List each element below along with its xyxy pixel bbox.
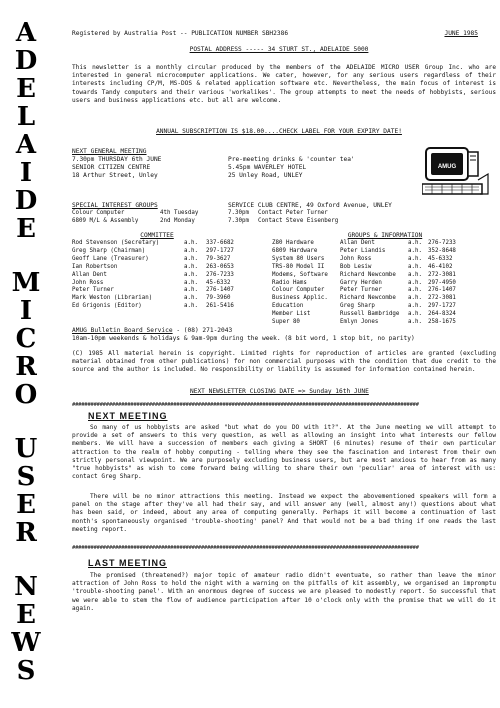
committee-phone: 45-6332 — [206, 279, 231, 286]
group-topic: Modems, Software — [272, 271, 328, 278]
masthead-letter: A — [15, 130, 37, 160]
after-hours-label: a.h. — [184, 240, 198, 246]
bbs-phone: - (08) 271-2043 — [172, 327, 233, 334]
pre-meeting-address: 25 Unley Road, UNLEY — [228, 172, 303, 179]
masthead-letter: I — [19, 158, 33, 188]
sig-time: 7.30pm — [228, 217, 249, 224]
after-hours-label: a.h. — [184, 247, 198, 254]
committee-name: Greg Sharp (Chairman) — [72, 247, 146, 254]
committee-name: Rod Stevenson (Secretary) — [72, 240, 160, 246]
table-row — [272, 295, 458, 303]
masthead-letter: E — [16, 74, 36, 104]
table-row — [272, 264, 458, 272]
group-topic: Z80 Hardware — [272, 240, 314, 246]
committee-phone: 276-7233 — [206, 271, 234, 278]
groups-table — [272, 240, 458, 327]
header-line — [72, 30, 496, 38]
bbs-line — [72, 327, 498, 335]
table-row — [72, 218, 340, 226]
after-hours-label: a.h. — [408, 287, 422, 294]
sig-when: 2nd Monday — [160, 217, 195, 224]
masthead-letter: W — [11, 628, 41, 658]
closing-date: NEXT NEWSLETTER CLOSING DATE => Sunday 16th JUNE — [190, 388, 369, 395]
group-phone: 46-4102 — [428, 263, 453, 270]
table-row — [272, 287, 458, 295]
table-row — [272, 248, 458, 256]
issue-date: JUNE 1985 — [444, 30, 478, 37]
group-phone: 258-1675 — [428, 319, 456, 326]
group-contact: Greg Sharp — [340, 303, 375, 310]
group-contact: Bob Lesiw — [340, 263, 372, 270]
computer-illustration-icon — [422, 144, 492, 202]
group-topic: Colour Computer — [272, 287, 325, 294]
group-contact: Peter Liandis — [340, 247, 386, 254]
table-row — [272, 272, 458, 280]
masthead-letter: N — [14, 572, 38, 602]
sig-table — [72, 210, 340, 226]
subscription-notice: ANNUAL SUBSCRIPTION IS $18.00....CHECK LABEL FOR YOUR EXPIRY DATE! — [156, 128, 402, 135]
bbs-label: AMUG Bulletin Board Service — [72, 327, 173, 334]
table-row — [72, 240, 236, 248]
postal-address: POSTAL ADDRESS ----- 34 STURT ST., ADELAIDE 5000 — [189, 46, 369, 53]
after-hours-label: a.h. — [408, 247, 422, 254]
group-topic: System 80 Users — [272, 255, 325, 262]
after-hours-label: a.h. — [184, 287, 198, 294]
table-row — [272, 303, 458, 311]
masthead-letter: I — [19, 296, 33, 326]
group-topic: Super 80 — [272, 319, 300, 326]
committee-phone: 79-3960 — [206, 295, 231, 302]
next-meeting-heading: NEXT MEETING — [88, 411, 168, 421]
table-row — [272, 240, 458, 248]
sig-when: 4th Tuesday — [160, 210, 199, 216]
registration-text: Registered by Australia Post -- PUBLICATION NUMBER SBH2386 — [72, 30, 289, 37]
after-hours-label: a.h. — [184, 255, 198, 262]
masthead-letter: E — [16, 490, 36, 520]
after-hours-label: a.h. — [408, 240, 422, 246]
table-row — [72, 280, 236, 288]
masthead-letter: O — [14, 380, 38, 410]
committee-title: COMMITTEE — [140, 232, 174, 239]
group-contact: Allan Dent — [340, 240, 375, 246]
group-contact: Richard Newcombe — [340, 295, 396, 302]
sig-contact: Contact Steve Eisenberg — [258, 217, 339, 224]
after-hours-label: a.h. — [408, 255, 422, 262]
masthead-letter: S — [16, 656, 36, 686]
after-hours-label: a.h. — [408, 311, 422, 318]
group-phone: 272-3081 — [428, 271, 456, 278]
sig-name: 6809 M/L & Assembly — [72, 217, 139, 224]
pre-meeting-title: Pre-meeting drinks & 'counter tea' — [228, 156, 355, 163]
masthead-letter: S — [16, 462, 36, 492]
pre-meeting-when: 5.45pm WAVERLEY HOTEL — [228, 164, 307, 171]
pre-meeting-details — [228, 156, 398, 180]
group-phone: 297-4950 — [428, 279, 456, 286]
group-topic: Business Applic. — [272, 295, 328, 302]
committee-name: Peter Turner — [72, 287, 114, 294]
after-hours-label: a.h. — [408, 271, 422, 278]
divider-stars: ################################################################################################################# — [72, 402, 419, 408]
meeting-when: 7.30pm THURSDAY 6th JUNE — [72, 156, 162, 163]
group-topic: Education — [272, 303, 304, 310]
committee-name: Ian Robertson — [72, 263, 118, 270]
after-hours-label: a.h. — [408, 295, 422, 302]
masthead-letter: M — [11, 268, 41, 298]
table-row — [272, 311, 458, 319]
table-row — [72, 210, 340, 218]
masthead-letter: D — [14, 46, 38, 76]
next-meeting-paragraph-2: There will be no minor attractions this meeting. Instead we expect the abovementioned speakers will form a panel on the stage after they've all had their say, and will answer any (well, almost any!) questions about what has been said, or indeed, about any area of computing generally. Perhaps it will become a continuation of last month's spontaneously organised 'trouble-shooting' panel? And that would not be a bad thing if one reads the last meeting report. — [72, 493, 496, 533]
group-contact: John Ross — [340, 255, 372, 262]
committee-name: Allan Dent — [72, 271, 107, 278]
meeting-venue: SENIOR CITIZEN CENTRE — [72, 164, 151, 171]
sig-venue: SERVICE CLUB CENTRE, 49 Oxford Avenue, UNLEY — [228, 202, 392, 209]
masthead-letter: D — [14, 186, 38, 216]
table-row — [72, 248, 236, 256]
table-row — [272, 256, 458, 264]
masthead-letter: R — [15, 352, 37, 382]
masthead-letter: A — [15, 18, 37, 48]
committee-phone: 337-6682 — [206, 240, 234, 246]
last-meeting-paragraph: The promised (threatened?) major topic of amateur radio didn't eventuate, so rather than leave the minor attraction of John Ross to hold the night with a warning on the pitfalls of kit assembly, we organised an impromptu 'trouble-shooting panel'. With an enormous degree of success we are pleased to modestly report. So successful that we were able to stem the flow of audience participation after 10 o'clock only with the promise that we will do it again. — [72, 572, 496, 612]
masthead-letter: E — [16, 214, 36, 244]
group-topic: Radio Hams — [272, 279, 307, 286]
group-phone: 272-3081 — [428, 295, 456, 302]
after-hours-label: a.h. — [184, 279, 198, 286]
group-phone: 276-7233 — [428, 240, 456, 246]
after-hours-label: a.h. — [184, 271, 198, 278]
committee-name: Geoff Lane (Treasurer) — [72, 255, 149, 262]
committee-phone: 79-3627 — [206, 255, 231, 262]
committee-name: Ed Grigonis (Editor) — [72, 303, 142, 310]
after-hours-label: a.h. — [184, 263, 198, 270]
table-row — [272, 280, 458, 288]
table-row — [72, 295, 236, 303]
table-row — [72, 272, 236, 280]
after-hours-label: a.h. — [184, 303, 198, 310]
group-contact: Richard Newcombe — [340, 271, 396, 278]
group-topic: TRS-80 Model II — [272, 263, 325, 270]
after-hours-label: a.h. — [184, 295, 198, 302]
copyright-paragraph: (C) 1985 All material herein is copyright. Limited rights for reproduction of articles are granted (excluding material obtained from other publications) for non commercial purposes with the condition that due credit to the source and the author is included. No responsibility or liability is assumed for information contained herein. — [72, 350, 496, 374]
group-contact: Emlyn Jones — [340, 319, 379, 326]
table-row — [72, 303, 236, 311]
committee-phone: 276-1407 — [206, 287, 234, 294]
masthead-letter: R — [15, 518, 37, 548]
masthead-letter: C — [15, 324, 37, 354]
meeting-address: 18 Arthur Street, Unley — [72, 172, 158, 179]
masthead-letter: E — [16, 600, 36, 630]
after-hours-label: a.h. — [408, 303, 422, 310]
group-phone: 276-1407 — [428, 287, 456, 294]
committee-name: John Ross — [72, 279, 104, 286]
committee-name: Mark Weston (Librarian) — [72, 295, 153, 302]
masthead — [0, 20, 56, 706]
group-phone: 352-8648 — [428, 247, 456, 254]
committee-phone: 261-5416 — [206, 303, 234, 310]
divider-stars: ################################################################################################################# — [72, 545, 419, 551]
next-meeting-paragraph-1: So many of us hobbyists are asked "but what do you DO with it?". At the June meeting we will attempt to provide a set of answers to this very question, as well as allowing an insight into what interests our fellow members. We will have a succession of members each giving a SHORT (6 minutes) resume of their own particular attraction to the realm of hobby computing - telling where they see the fascination and interest from their own strictly personal viewpoint. We are purposely excluding business users, but are most anxious to hear from as many "true hobbyists" as wish to come forward being willing to share their own 'peculiar' area of interest with us: contact Greg Sharp. — [72, 424, 496, 481]
sig-time: 7.30pm — [228, 210, 249, 216]
last-meeting-heading: LAST MEETING — [88, 558, 167, 568]
after-hours-label: a.h. — [408, 319, 422, 326]
group-topic: 6809 Hardware — [272, 247, 318, 254]
group-contact: Peter Turner — [340, 287, 382, 294]
after-hours-label: a.h. — [408, 279, 422, 286]
table-row — [272, 319, 458, 327]
group-contact: Russell Bambridge — [340, 311, 400, 318]
group-contact: Garry Herden — [340, 279, 382, 286]
masthead-letter: U — [14, 434, 38, 464]
newsletter-page — [60, 0, 498, 708]
table-row — [72, 287, 236, 295]
table-row — [72, 264, 236, 272]
group-phone: 264-8324 — [428, 311, 456, 318]
bbs-hours: 10am-10pm weekends & holidays & 9am-9pm during the week. (8 bit word, 1 stop bit, no parity) — [72, 335, 415, 342]
masthead-letter: L — [16, 102, 36, 132]
groups-title: GROUPS & INFORMATION — [347, 232, 423, 239]
committee-phone: 297-1727 — [206, 247, 234, 254]
table-row — [72, 256, 236, 264]
after-hours-label: a.h. — [408, 263, 422, 270]
group-phone: 297-1727 — [428, 303, 456, 310]
sig-title: SPECIAL INTEREST GROUPS — [72, 202, 158, 209]
computer-screen-label: AMUG — [437, 164, 457, 170]
sig-contact: Contact Peter Turner — [258, 210, 328, 216]
committee-table — [72, 240, 236, 311]
meeting-details — [72, 148, 252, 180]
intro-paragraph: This newsletter is a monthly circular produced by the members of the ADELAIDE MICRO USER Group Inc. who are interested in general microcomputer applications. We cater, however, for any serious users regardless of their interests including CP/M, MS-DOS & related application software etc. Nevertheless, the main focus of interest is towards Tandy computers and their various 'workalikes'. The group attempts to meet the needs of hobbyists, serious users and business applications etc. but all are welcome. — [72, 64, 496, 104]
group-phone: 45-6332 — [428, 255, 453, 262]
sig-name: Colour Computer — [72, 210, 125, 216]
group-topic: Member List — [272, 311, 311, 318]
meeting-title: NEXT GENERAL MEETING — [72, 148, 147, 155]
committee-phone: 263-0653 — [206, 263, 234, 270]
